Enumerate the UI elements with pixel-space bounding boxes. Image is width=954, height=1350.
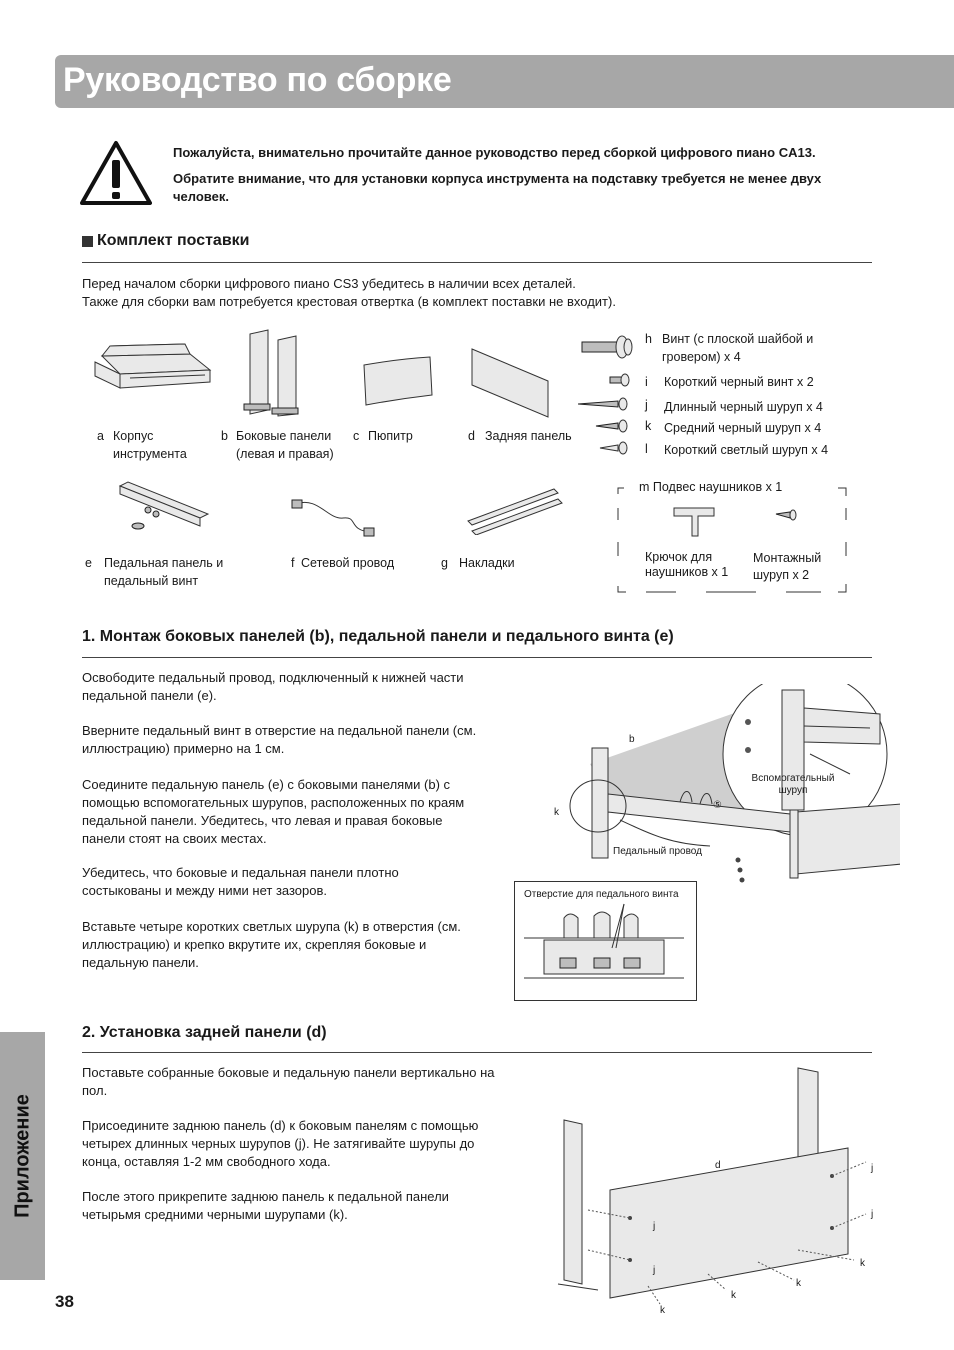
screw-h-letter: h xyxy=(645,332,652,346)
piano-body-illustration xyxy=(90,338,215,400)
page-title: Руководство по сборке xyxy=(63,61,452,99)
fig2-label-j-2: j xyxy=(653,1265,656,1276)
screw-h-icon xyxy=(582,336,632,358)
title-bar xyxy=(55,55,954,108)
section-bullet xyxy=(82,236,93,247)
screw-j-letter: j xyxy=(645,398,648,412)
divider xyxy=(82,262,872,263)
fig2-label-d: d xyxy=(715,1160,721,1171)
fig1-label-b: b xyxy=(629,734,635,745)
screw-l-icon xyxy=(600,442,627,454)
fig2-label-k-4: k xyxy=(860,1258,865,1269)
screw-k-icon xyxy=(596,420,627,432)
step2-assembly-illustration xyxy=(548,1064,878,1314)
warning-line-1: Пожалуйста, внимательно прочитайте данное руководство перед сборкой цифрового пиано CA13. xyxy=(173,145,816,160)
screws-illustration xyxy=(578,334,636,460)
warning-line-2: Обратите внимание, что для установки корпуса инструмента на подставку требуется не менее двух человек. xyxy=(173,171,822,204)
pedal-hole-illustration xyxy=(520,902,688,992)
headphone-hook-label: Крючок для наушников x 1 xyxy=(645,550,729,579)
fig2-label-k-2: k xyxy=(731,1290,736,1301)
pedal-board-illustration xyxy=(110,480,215,535)
part-d-label: Задняя панель xyxy=(485,429,572,443)
headphone-screw-label: Монтажный шуруп x 2 xyxy=(753,551,822,582)
part-g-label: Накладки xyxy=(459,556,515,570)
fig2-label-j-3: j xyxy=(871,1163,874,1174)
part-e-label: Педальная панель и педальный винт xyxy=(104,556,224,588)
kit-intro-2: Также для сборки вам потребуется крестовая отвертка (в комплект поставки не входит). xyxy=(82,294,616,309)
side-panels-illustration xyxy=(238,328,308,418)
step2-p3: После этого прикрепите заднюю панель к педальной панели четырьмя средними черными шурупами (k). xyxy=(82,1189,449,1222)
fig2-label-k-1: k xyxy=(660,1305,665,1316)
screw-i-icon xyxy=(610,374,629,386)
screw-k-letter: k xyxy=(645,419,652,433)
part-e-letter: e xyxy=(85,556,92,570)
part-b-label: Боковые панели (левая и правая) xyxy=(236,429,334,461)
step1-heading: 1. Монтаж боковых панелей (b), педальной панели и педального винта (e) xyxy=(82,628,674,645)
step2-p1: Поставьте собранные боковые и педальную панели вертикально на пол. xyxy=(82,1065,495,1098)
screw-l-label: Короткий светлый шуруп x 4 xyxy=(664,443,829,457)
step1-assembly-illustration xyxy=(550,684,900,884)
trim-strips-illustration xyxy=(462,485,567,535)
back-panel-illustration xyxy=(468,345,553,420)
fig1-aux-screw-label: Вспомогательный шуруп xyxy=(751,773,835,796)
music-rest-illustration xyxy=(358,355,438,410)
step1-p3: Соедините педальную панель (e) с боковыми панелями (b) с помощью вспомогательных шурупов, расположенных по краям педальной панели. Убедитесь, что левая и правая боковые панели стоят на своих местах. xyxy=(82,777,465,846)
warning-icon xyxy=(80,140,152,206)
screw-l-letter: l xyxy=(645,442,648,456)
power-cord-illustration xyxy=(288,490,378,540)
headphone-title: m Подвес наушников x 1 xyxy=(635,478,786,496)
fig2-label-j-4: j xyxy=(871,1209,874,1220)
fig1-step-mark: ⑤ xyxy=(713,800,722,811)
side-tab xyxy=(0,1032,45,1280)
part-c-letter: c xyxy=(353,429,360,443)
kit-heading: Комплект поставки xyxy=(97,232,250,249)
screw-i-letter: i xyxy=(645,375,648,389)
fig1-pedal-cord-label: Педальный провод xyxy=(613,846,702,857)
step1-p5: Вставьте четыре коротких светлых шурупа (k) в отверстия (см. иллюстрацию) и крепко вкрутите их, скрепляя боковые и педальную панели. xyxy=(82,919,461,970)
part-f-label: Сетевой провод xyxy=(301,556,395,570)
step1-p1: Освободите педальный провод, подключенный к нижней части педальной панели (e). xyxy=(82,670,464,703)
divider xyxy=(82,657,872,658)
kit-intro-1: Перед началом сборки цифрового пиано CS3 убедитесь в наличии всех деталей. xyxy=(82,276,576,291)
step2-p2: Присоедините заднюю панель (d) к боковым панелям с помощью четырех длинных черных шурупов (j). Не затягивайте шурупы до конца, оставляя 1-2 мм свободного хода. xyxy=(82,1118,479,1169)
screw-h-label: Винт (с плоской шайбой и гровером) x 4 xyxy=(662,332,814,364)
fig2-label-j-1: j xyxy=(653,1221,656,1232)
screw-j-icon xyxy=(578,398,627,410)
step2-heading: 2. Установка задней панели (d) xyxy=(82,1024,327,1041)
part-d-letter: d xyxy=(468,429,475,443)
step1-p4: Убедитесь, что боковые и педальная панели плотно состыкованы и между ними нет зазоров. xyxy=(82,865,399,898)
divider xyxy=(82,1052,872,1053)
screw-i-label: Короткий черный винт x 2 xyxy=(664,375,814,389)
part-a-letter: a xyxy=(97,429,104,443)
part-a-label: Корпус инструмента xyxy=(113,429,187,461)
step1-p2: Вверните педальный винт в отверстие на педальной панели (см. иллюстрацию) примерно на 1 см. xyxy=(82,723,477,756)
page-number: 38 xyxy=(55,1292,74,1311)
fig1-hole-label: Отверстие для педального винта xyxy=(524,889,679,900)
screw-j-label: Длинный черный шуруп x 4 xyxy=(664,400,823,414)
side-tab-label: Приложение xyxy=(11,1094,33,1218)
fig2-label-k-3: k xyxy=(796,1278,801,1289)
part-g-letter: g xyxy=(441,556,448,570)
screw-k-label: Средний черный шуруп x 4 xyxy=(664,421,822,435)
part-c-label: Пюпитр xyxy=(368,429,413,443)
fig1-label-k: k xyxy=(554,807,559,818)
part-b-letter: b xyxy=(221,429,228,443)
part-f-letter: f xyxy=(291,556,295,570)
